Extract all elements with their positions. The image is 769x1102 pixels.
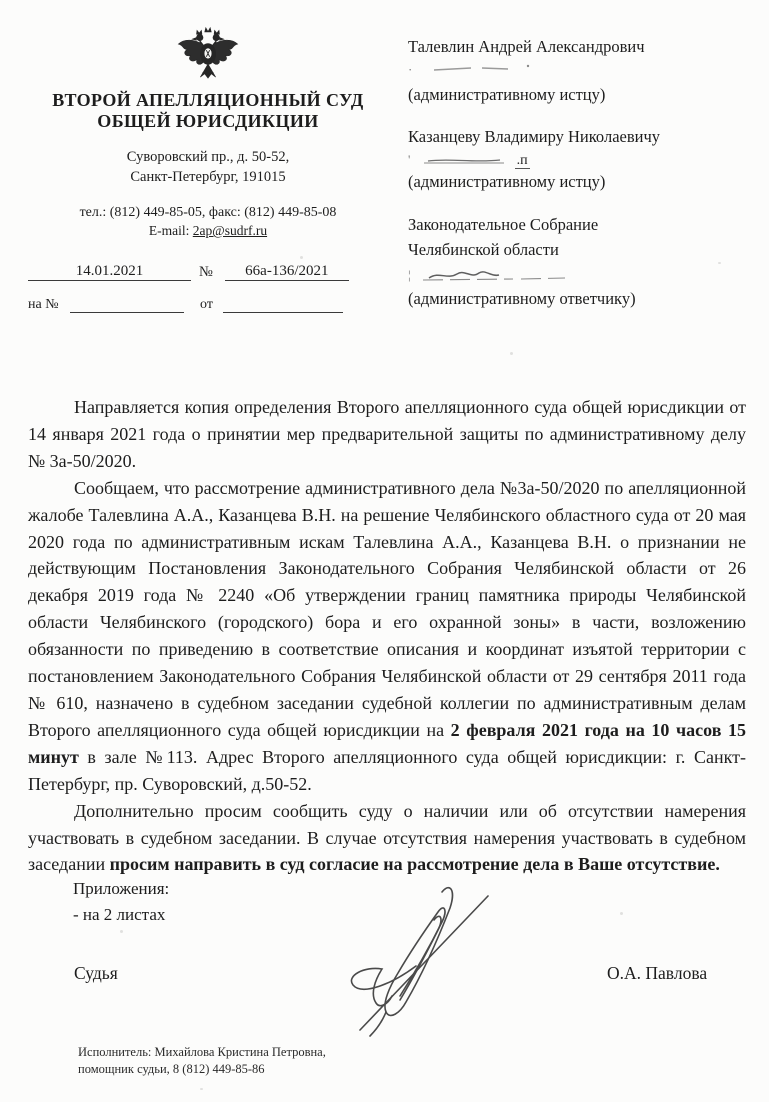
redaction-mark-1: · xyxy=(408,58,536,81)
scan-artifact xyxy=(510,352,513,355)
executor-line2: помощник судьи, 8 (812) 449-85-86 xyxy=(78,1062,265,1076)
attachments-item: - на 2 листах xyxy=(73,905,166,924)
judge-name: О.А. Павлова xyxy=(607,963,708,983)
email-label: E-mail: xyxy=(148,223,190,238)
incoming-number-label: на № xyxy=(28,297,59,312)
recipient-1-role: (административному истцу) xyxy=(408,85,606,104)
recipient-2-name: Казанцеву Владимиру Николаевичу xyxy=(408,127,661,146)
outgoing-date-field: 14.01.2021 xyxy=(28,263,191,281)
recipient-3-name-line2: Челябинской области xyxy=(408,240,559,259)
redaction-scribble-3: ¦ xyxy=(408,263,580,286)
body-paragraph-1: Направляется копия определения Второго апелляционного суда общей юрисдикции от 14 января 2021 года о принятии мер предварительной защиты по административному делу № 3а-50/2020. xyxy=(28,397,746,471)
incoming-date-label: от xyxy=(200,297,213,312)
court-address-line1: Суворовский пр., д. 50-52, xyxy=(126,149,290,165)
court-phone-fax: тел.: (812) 449-85-05, факс: (812) 449-85-08 xyxy=(79,205,337,220)
attachments-block xyxy=(73,876,169,928)
consent-request-bold: просим направить в суд согласие на рассмотрение дела в Ваше отсутствие. xyxy=(109,854,720,875)
executor-info xyxy=(78,1044,326,1078)
incoming-date-blank xyxy=(223,294,343,313)
letter-body xyxy=(28,394,746,878)
number-sign: № xyxy=(199,264,213,280)
redaction-tail-text: .п xyxy=(516,153,528,168)
recipient-3-role: (административному ответчику) xyxy=(408,289,636,308)
recipient-3-name-line1: Законодательное Собрание xyxy=(408,215,599,234)
coat-of-arms-eagle-icon xyxy=(175,24,241,84)
redaction-mark-2: ' .п xyxy=(408,152,528,168)
incoming-number-blank xyxy=(70,294,184,313)
attachments-label: Приложения: xyxy=(73,879,170,898)
judge-title: Судья xyxy=(74,963,118,983)
scan-artifact xyxy=(620,912,623,915)
executor-line1: Исполнитель: Михайлова Кристина Петровна, xyxy=(78,1045,326,1059)
handwritten-signature xyxy=(330,870,520,1042)
body-paragraph-3: Дополнительно просим сообщить суду о наличии или об отсутствии намерения участвовать в судебном заседании. В случае отсутствия намерения участвовать в судебном заседании просим направить в суд согласие на рассмотрение дела в Ваше отсутствие. xyxy=(28,800,746,875)
scan-artifact xyxy=(200,1088,203,1090)
court-name-line1: ВТОРОЙ АПЕЛЛЯЦИОННЫЙ СУД xyxy=(52,90,364,110)
court-address-line2: Санкт-Петербург, 191015 xyxy=(130,169,286,185)
hearing-date-bold: 2 февраля 2021 года на 10 часов 15 минут xyxy=(28,719,746,767)
outgoing-number-field: 66а-136/2021 xyxy=(225,263,349,281)
reference-fields xyxy=(28,257,388,313)
court-email-line xyxy=(28,222,388,240)
email-link[interactable]: 2ap@sudrf.ru xyxy=(192,223,268,238)
letterhead xyxy=(28,24,388,313)
scan-artifact xyxy=(120,930,123,933)
scan-artifact xyxy=(300,256,303,259)
recipient-2-role: (административному истцу) xyxy=(408,172,606,191)
body-paragraph-2: Сообщаем, что рассмотрение административного дела №3а-50/2020 по апелляционной жалобе Талевлина А.А., Казанцева В.Н. на решение Челябинского областного суда от 20 мая 2020 года по административным искам Талевлина А.А., Казанцева В.Н. о признании не действующим Постановления Законодательного Собрания Челябинской области от 26 декабря 2019 года № 2240 «Об утверждении границ памятника природы Челябинской области Челябинского (городского) бора и его охранной зоны» в части, возложению обязанности по приведению в соответствие описания и координат изъятой территории с постановлением Законодательного Собрания Челябинской области от 29 сентября 2011 года № 610, назначено в судебном заседании судебной коллегии по административным делам Второго апелляционного суда общей юрисдикции на 2 февраля 2021 года на 10 часов 15 минут в зале №113. Адрес Второго апелляционного суда общей юрисдикции: г. Санкт-Петербург, пр. Суворовский, д.50-52. xyxy=(28,477,746,794)
scan-artifact xyxy=(718,262,721,264)
recipient-1-name: Талевлин Андрей Александрович xyxy=(408,37,645,56)
court-name-line2: ОБЩЕЙ ЮРИСДИКЦИИ xyxy=(97,111,319,131)
